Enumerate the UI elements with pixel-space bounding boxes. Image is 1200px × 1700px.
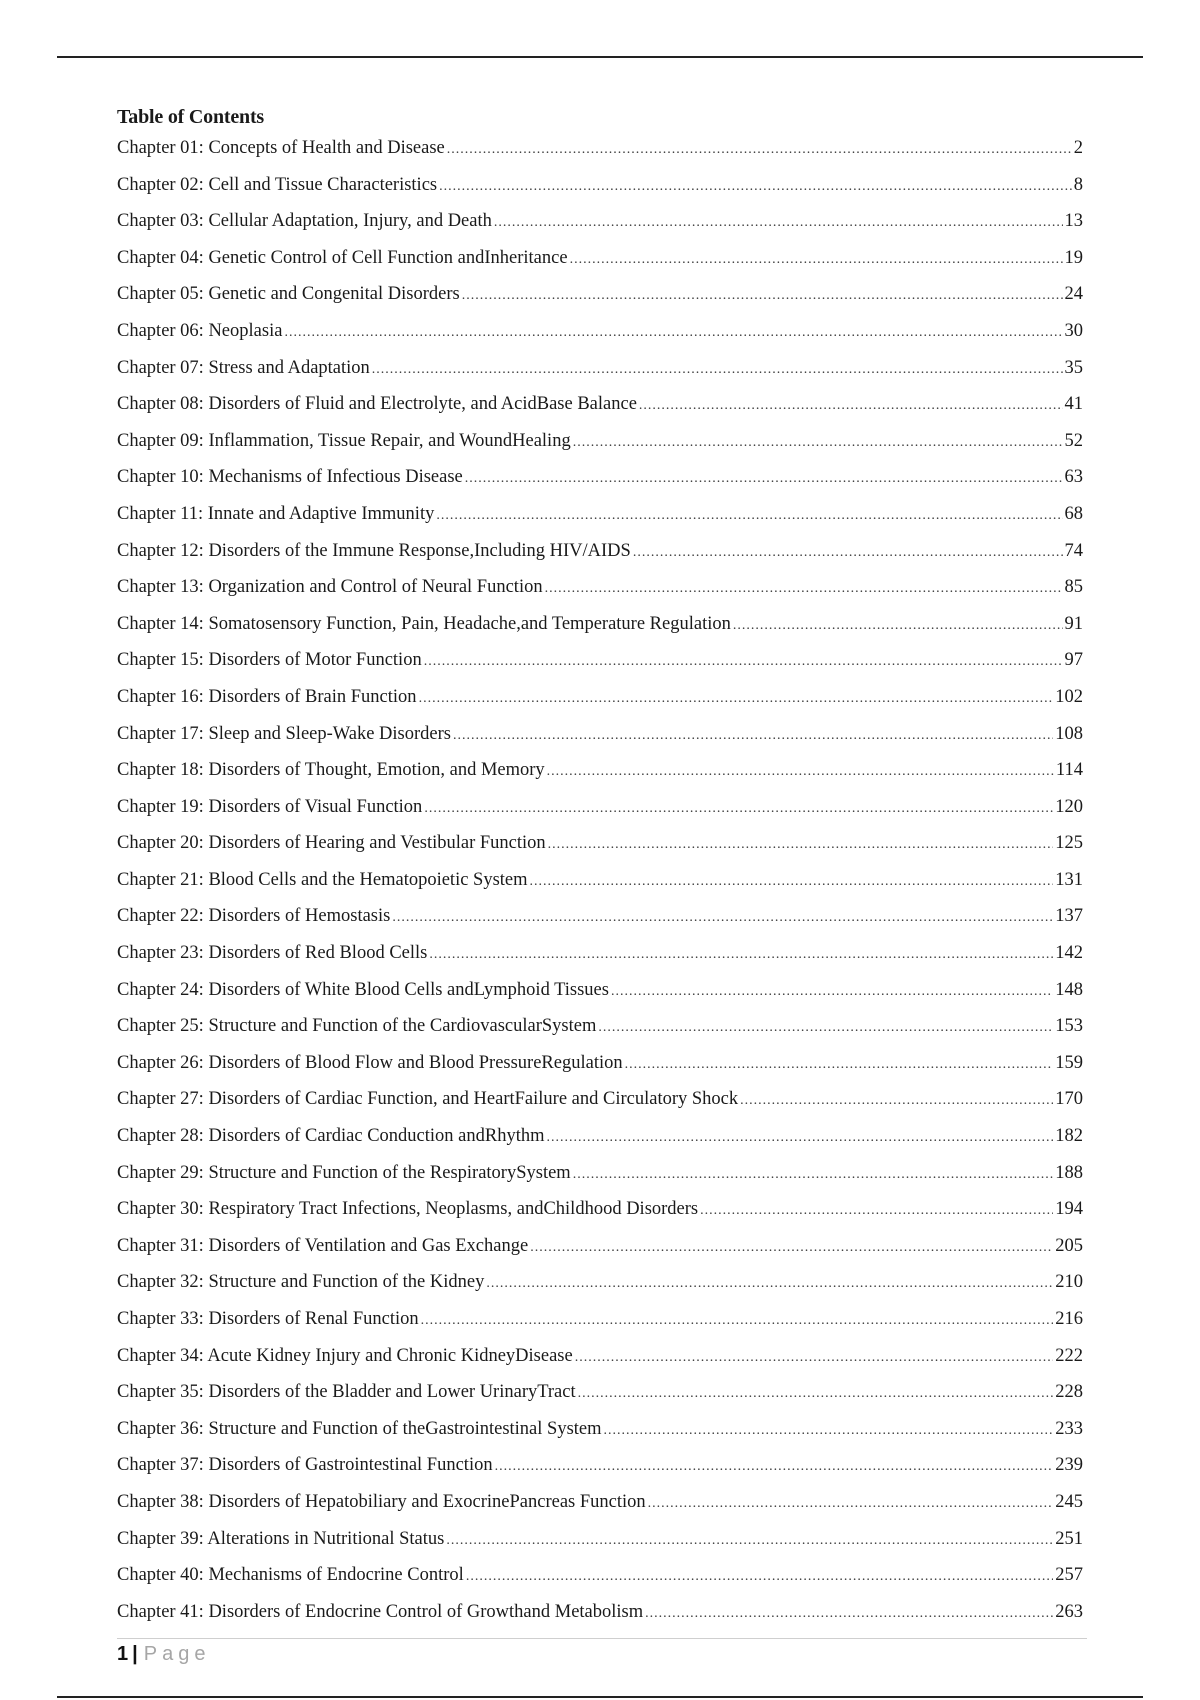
toc-entry[interactable] [117, 533, 1083, 570]
toc-entry[interactable] [117, 972, 1083, 1009]
toc-entry-page: 137 [1055, 906, 1083, 927]
toc-entry-label: Chapter 05: Genetic and Congenital Disorders [117, 284, 460, 305]
toc-entry[interactable] [117, 167, 1083, 204]
toc-entry-page: 114 [1055, 760, 1083, 781]
toc-entry-label: Chapter 32: Structure and Function of the Kidney [117, 1272, 485, 1293]
toc-entry-page: 108 [1055, 723, 1083, 744]
toc-entry-label: Chapter 25: Structure and Function of the CardiovascularSystem [117, 1016, 597, 1037]
toc-entry[interactable] [117, 825, 1083, 862]
toc-entry[interactable] [117, 496, 1083, 533]
toc-entry-label: Chapter 12: Disorders of the Immune Response,Including HIV/AIDS [117, 540, 631, 561]
toc-list [117, 130, 1083, 1630]
toc-entry-label: Chapter 40: Mechanisms of Endocrine Control [117, 1565, 464, 1586]
toc-entry-page: 159 [1055, 1052, 1083, 1073]
toc-entry-label: Chapter 09: Inflammation, Tissue Repair, and WoundHealing [117, 430, 571, 451]
toc-entry-label: Chapter 03: Cellular Adaptation, Injury, and Death [117, 211, 492, 232]
toc-entry-page: 188 [1055, 1162, 1083, 1183]
toc-entry-page: 68 [1064, 503, 1083, 524]
toc-entry-page: 30 [1064, 320, 1083, 341]
toc-entry-label: Chapter 14: Somatosensory Function, Pain, Headache,and Temperature Regulation [117, 613, 731, 634]
toc-entry-label: Chapter 29: Structure and Function of the RespiratorySystem [117, 1162, 571, 1183]
toc-entry-page: 263 [1055, 1601, 1083, 1622]
toc-entry-page: 2 [1073, 138, 1083, 158]
toc-dot-leader [578, 1376, 1054, 1413]
toc-entry-label: Chapter 04: Genetic Control of Cell Function andInheritance [117, 247, 568, 268]
toc-entry-label: Chapter 27: Disorders of Cardiac Function, and HeartFailure and Circulatory Shock [117, 1089, 739, 1110]
toc-entry[interactable] [117, 276, 1083, 313]
toc-dot-leader [548, 827, 1054, 864]
toc-dot-leader [429, 937, 1053, 974]
toc-dot-leader [424, 791, 1053, 828]
toc-dot-leader [648, 1486, 1054, 1523]
toc-entry[interactable] [117, 459, 1083, 496]
toc-entry[interactable] [117, 1557, 1083, 1594]
toc-entry-page: 85 [1064, 577, 1083, 598]
toc-dot-leader [436, 498, 1062, 535]
toc-entry-page: 210 [1055, 1272, 1083, 1293]
toc-entry-page: 13 [1064, 211, 1083, 232]
toc-entry-label: Chapter 34: Acute Kidney Injury and Chronic KidneyDisease [117, 1345, 573, 1366]
toc-entry-label: Chapter 11: Innate and Adaptive Immunity [117, 503, 435, 524]
toc-entry-label: Chapter 21: Blood Cells and the Hematopoietic System [117, 869, 528, 890]
toc-dot-leader [392, 900, 1053, 937]
toc-entry-label: Chapter 35: Disorders of the Bladder and Lower UrinaryTract [117, 1382, 576, 1403]
toc-entry[interactable] [117, 752, 1083, 789]
toc-dot-leader [570, 242, 1063, 279]
toc-dot-leader [611, 974, 1053, 1011]
toc-entry-label: Chapter 37: Disorders of Gastrointestinal Function [117, 1455, 493, 1476]
toc-entry[interactable] [117, 1374, 1083, 1411]
toc-dot-leader [547, 754, 1054, 791]
toc-entry[interactable] [117, 1447, 1083, 1484]
toc-entry[interactable] [117, 203, 1083, 240]
toc-entry-label: Chapter 08: Disorders of Fluid and Electrolyte, and AcidBase Balance [117, 394, 637, 415]
toc-entry-label: Chapter 30: Respiratory Tract Infections, Neoplasms, andChildhood Disorders [117, 1199, 699, 1220]
toc-dot-leader [625, 1047, 1054, 1084]
toc-dot-leader [573, 1157, 1054, 1194]
toc-entry-page: 52 [1064, 430, 1083, 451]
toc-entry-page: 19 [1064, 247, 1083, 268]
toc-entry-page: 120 [1055, 796, 1083, 817]
toc-entry-label: Chapter 28: Disorders of Cardiac Conduction andRhythm [117, 1126, 545, 1147]
toc-dot-leader [645, 1596, 1053, 1633]
toc-entry[interactable] [117, 1155, 1083, 1192]
toc-dot-leader [573, 425, 1063, 462]
toc-dot-leader [446, 1523, 1053, 1560]
toc-entry-page: 233 [1055, 1418, 1083, 1439]
toc-entry[interactable] [117, 1521, 1083, 1558]
toc-dot-leader [494, 205, 1063, 242]
toc-entry-page: 182 [1055, 1126, 1083, 1147]
toc-entry-page: 239 [1055, 1455, 1083, 1476]
toc-entry-label: Chapter 02: Cell and Tissue Characteristics [117, 174, 438, 195]
toc-entry-label: Chapter 39: Alterations in Nutritional Status [117, 1528, 445, 1549]
toc-title: Table of Contents [117, 106, 264, 128]
toc-entry-page: 8 [1073, 174, 1083, 195]
page-number: 1 [117, 1643, 129, 1665]
toc-dot-leader [486, 1266, 1053, 1303]
toc-entry[interactable] [117, 350, 1083, 387]
toc-dot-leader [424, 644, 1063, 681]
bottom-rule [57, 1696, 1143, 1698]
toc-dot-leader [421, 1303, 1054, 1340]
toc-entry-page: 24 [1064, 284, 1083, 305]
toc-entry-label: Chapter 41: Disorders of Endocrine Control of Growthand Metabolism [117, 1601, 644, 1622]
toc-entry-label: Chapter 36: Structure and Function of theGastrointestinal System [117, 1418, 602, 1439]
toc-entry[interactable] [117, 642, 1083, 679]
toc-entry[interactable] [117, 1594, 1083, 1631]
toc-dot-leader [633, 535, 1063, 572]
toc-entry-label: Chapter 31: Disorders of Ventilation and Gas Exchange [117, 1235, 529, 1256]
toc-entry-page: 245 [1055, 1491, 1083, 1512]
toc-entry-label: Chapter 20: Disorders of Hearing and Vestibular Function [117, 833, 546, 854]
toc-entry[interactable] [117, 240, 1083, 277]
toc-dot-leader [733, 608, 1063, 645]
toc-entry[interactable] [117, 1484, 1083, 1521]
toc-entry-page: 125 [1055, 833, 1083, 854]
toc-entry[interactable] [117, 1118, 1083, 1155]
toc-entry-page: 205 [1055, 1235, 1083, 1256]
toc-entry[interactable] [117, 862, 1083, 899]
toc-entry-label: Chapter 19: Disorders of Visual Function [117, 796, 423, 817]
toc-entry-label: Chapter 06: Neoplasia [117, 320, 283, 341]
toc-entry[interactable] [117, 789, 1083, 826]
toc-dot-leader [439, 169, 1072, 206]
toc-dot-leader [447, 132, 1072, 169]
toc-entry-label: Chapter 33: Disorders of Renal Function [117, 1309, 419, 1329]
toc-entry[interactable] [117, 313, 1083, 350]
header-rule [57, 56, 1143, 58]
toc-entry-page: 102 [1055, 686, 1083, 707]
toc-entry-page: 41 [1064, 394, 1083, 415]
toc-dot-leader [639, 388, 1063, 425]
toc-entry-page: 257 [1055, 1565, 1083, 1586]
toc-entry[interactable] [117, 386, 1083, 423]
toc-dot-leader [465, 461, 1063, 498]
toc-entry-page: 251 [1055, 1528, 1083, 1549]
toc-entry-page: 97 [1064, 650, 1083, 671]
toc-entry[interactable] [117, 1191, 1083, 1228]
toc-dot-leader [700, 1193, 1053, 1230]
toc-entry-label: Chapter 24: Disorders of White Blood Cells andLymphoid Tissues [117, 979, 609, 1000]
toc-entry-label: Chapter 10: Mechanisms of Infectious Disease [117, 467, 463, 488]
toc-entry-label: Chapter 22: Disorders of Hemostasis [117, 906, 391, 927]
toc-entry-page: 63 [1064, 467, 1083, 488]
page-word: Page [143, 1643, 211, 1665]
toc-dot-leader [419, 681, 1054, 718]
toc-entry-label: Chapter 18: Disorders of Thought, Emotion, and Memory [117, 760, 545, 781]
toc-entry-page: 131 [1055, 869, 1083, 890]
toc-dot-leader [284, 315, 1062, 352]
toc-entry[interactable] [117, 1264, 1083, 1301]
toc-entry-label: Chapter 26: Disorders of Blood Flow and Blood PressureRegulation [117, 1052, 623, 1073]
toc-entry-label: Chapter 07: Stress and Adaptation [117, 357, 370, 378]
toc-dot-leader [530, 1230, 1053, 1267]
toc-entry[interactable] [117, 898, 1083, 935]
toc-entry-label: Chapter 38: Disorders of Hepatobiliary and ExocrinePancreas Function [117, 1491, 646, 1512]
toc-entry[interactable] [117, 569, 1083, 606]
toc-entry[interactable] [117, 935, 1083, 972]
toc-entry[interactable] [117, 1081, 1083, 1118]
toc-dot-leader [372, 352, 1063, 389]
toc-dot-leader [530, 864, 1054, 901]
toc-entry-page: 194 [1055, 1199, 1083, 1220]
toc-entry[interactable] [117, 606, 1083, 643]
toc-entry-page: 228 [1055, 1382, 1083, 1403]
toc-dot-leader [575, 1340, 1054, 1377]
toc-dot-leader [545, 571, 1063, 608]
toc-entry-page: 74 [1064, 540, 1083, 561]
toc-entry-page: 153 [1055, 1016, 1083, 1037]
toc-dot-leader [604, 1413, 1054, 1450]
toc-entry-label: Chapter 13: Organization and Control of Neural Function [117, 577, 543, 598]
toc-entry-page: 170 [1055, 1089, 1083, 1110]
toc-dot-leader [462, 278, 1063, 315]
toc-entry[interactable] [117, 1228, 1083, 1265]
toc-dot-leader [466, 1559, 1053, 1596]
toc-entry[interactable] [117, 130, 1083, 167]
page-separator: | [132, 1643, 138, 1665]
toc-entry-page: 91 [1064, 613, 1083, 634]
toc-dot-leader [546, 1120, 1053, 1157]
toc-entry-page: 222 [1055, 1345, 1083, 1366]
toc-entry[interactable] [117, 679, 1083, 716]
toc-entry-label: Chapter 16: Disorders of Brain Function [117, 686, 417, 707]
toc-entry-page: 142 [1055, 943, 1083, 964]
footer-rule [117, 1638, 1087, 1639]
toc-entry[interactable] [117, 423, 1083, 460]
toc-entry-label: Chapter 23: Disorders of Red Blood Cells [117, 943, 428, 964]
toc-entry[interactable] [117, 716, 1083, 753]
page-footer [117, 1643, 210, 1666]
toc-entry[interactable] [117, 1008, 1083, 1045]
toc-entry-label: Chapter 17: Sleep and Sleep-Wake Disorders [117, 723, 451, 744]
toc-dot-leader [598, 1010, 1053, 1047]
toc-entry-label: Chapter 15: Disorders of Motor Function [117, 650, 422, 671]
toc-entry[interactable] [117, 1338, 1083, 1375]
toc-dot-leader [495, 1449, 1054, 1486]
toc-entry-label: Chapter 01: Concepts of Health and Disease [117, 138, 445, 158]
toc-entry[interactable] [117, 1411, 1083, 1448]
toc-entry[interactable] [117, 1045, 1083, 1082]
toc-entry[interactable] [117, 1301, 1083, 1338]
toc-entry-page: 216 [1055, 1309, 1083, 1329]
toc-entry-page: 148 [1055, 979, 1083, 1000]
toc-dot-leader [453, 718, 1053, 755]
toc-entry-page: 35 [1064, 357, 1083, 378]
toc-dot-leader [740, 1083, 1053, 1120]
